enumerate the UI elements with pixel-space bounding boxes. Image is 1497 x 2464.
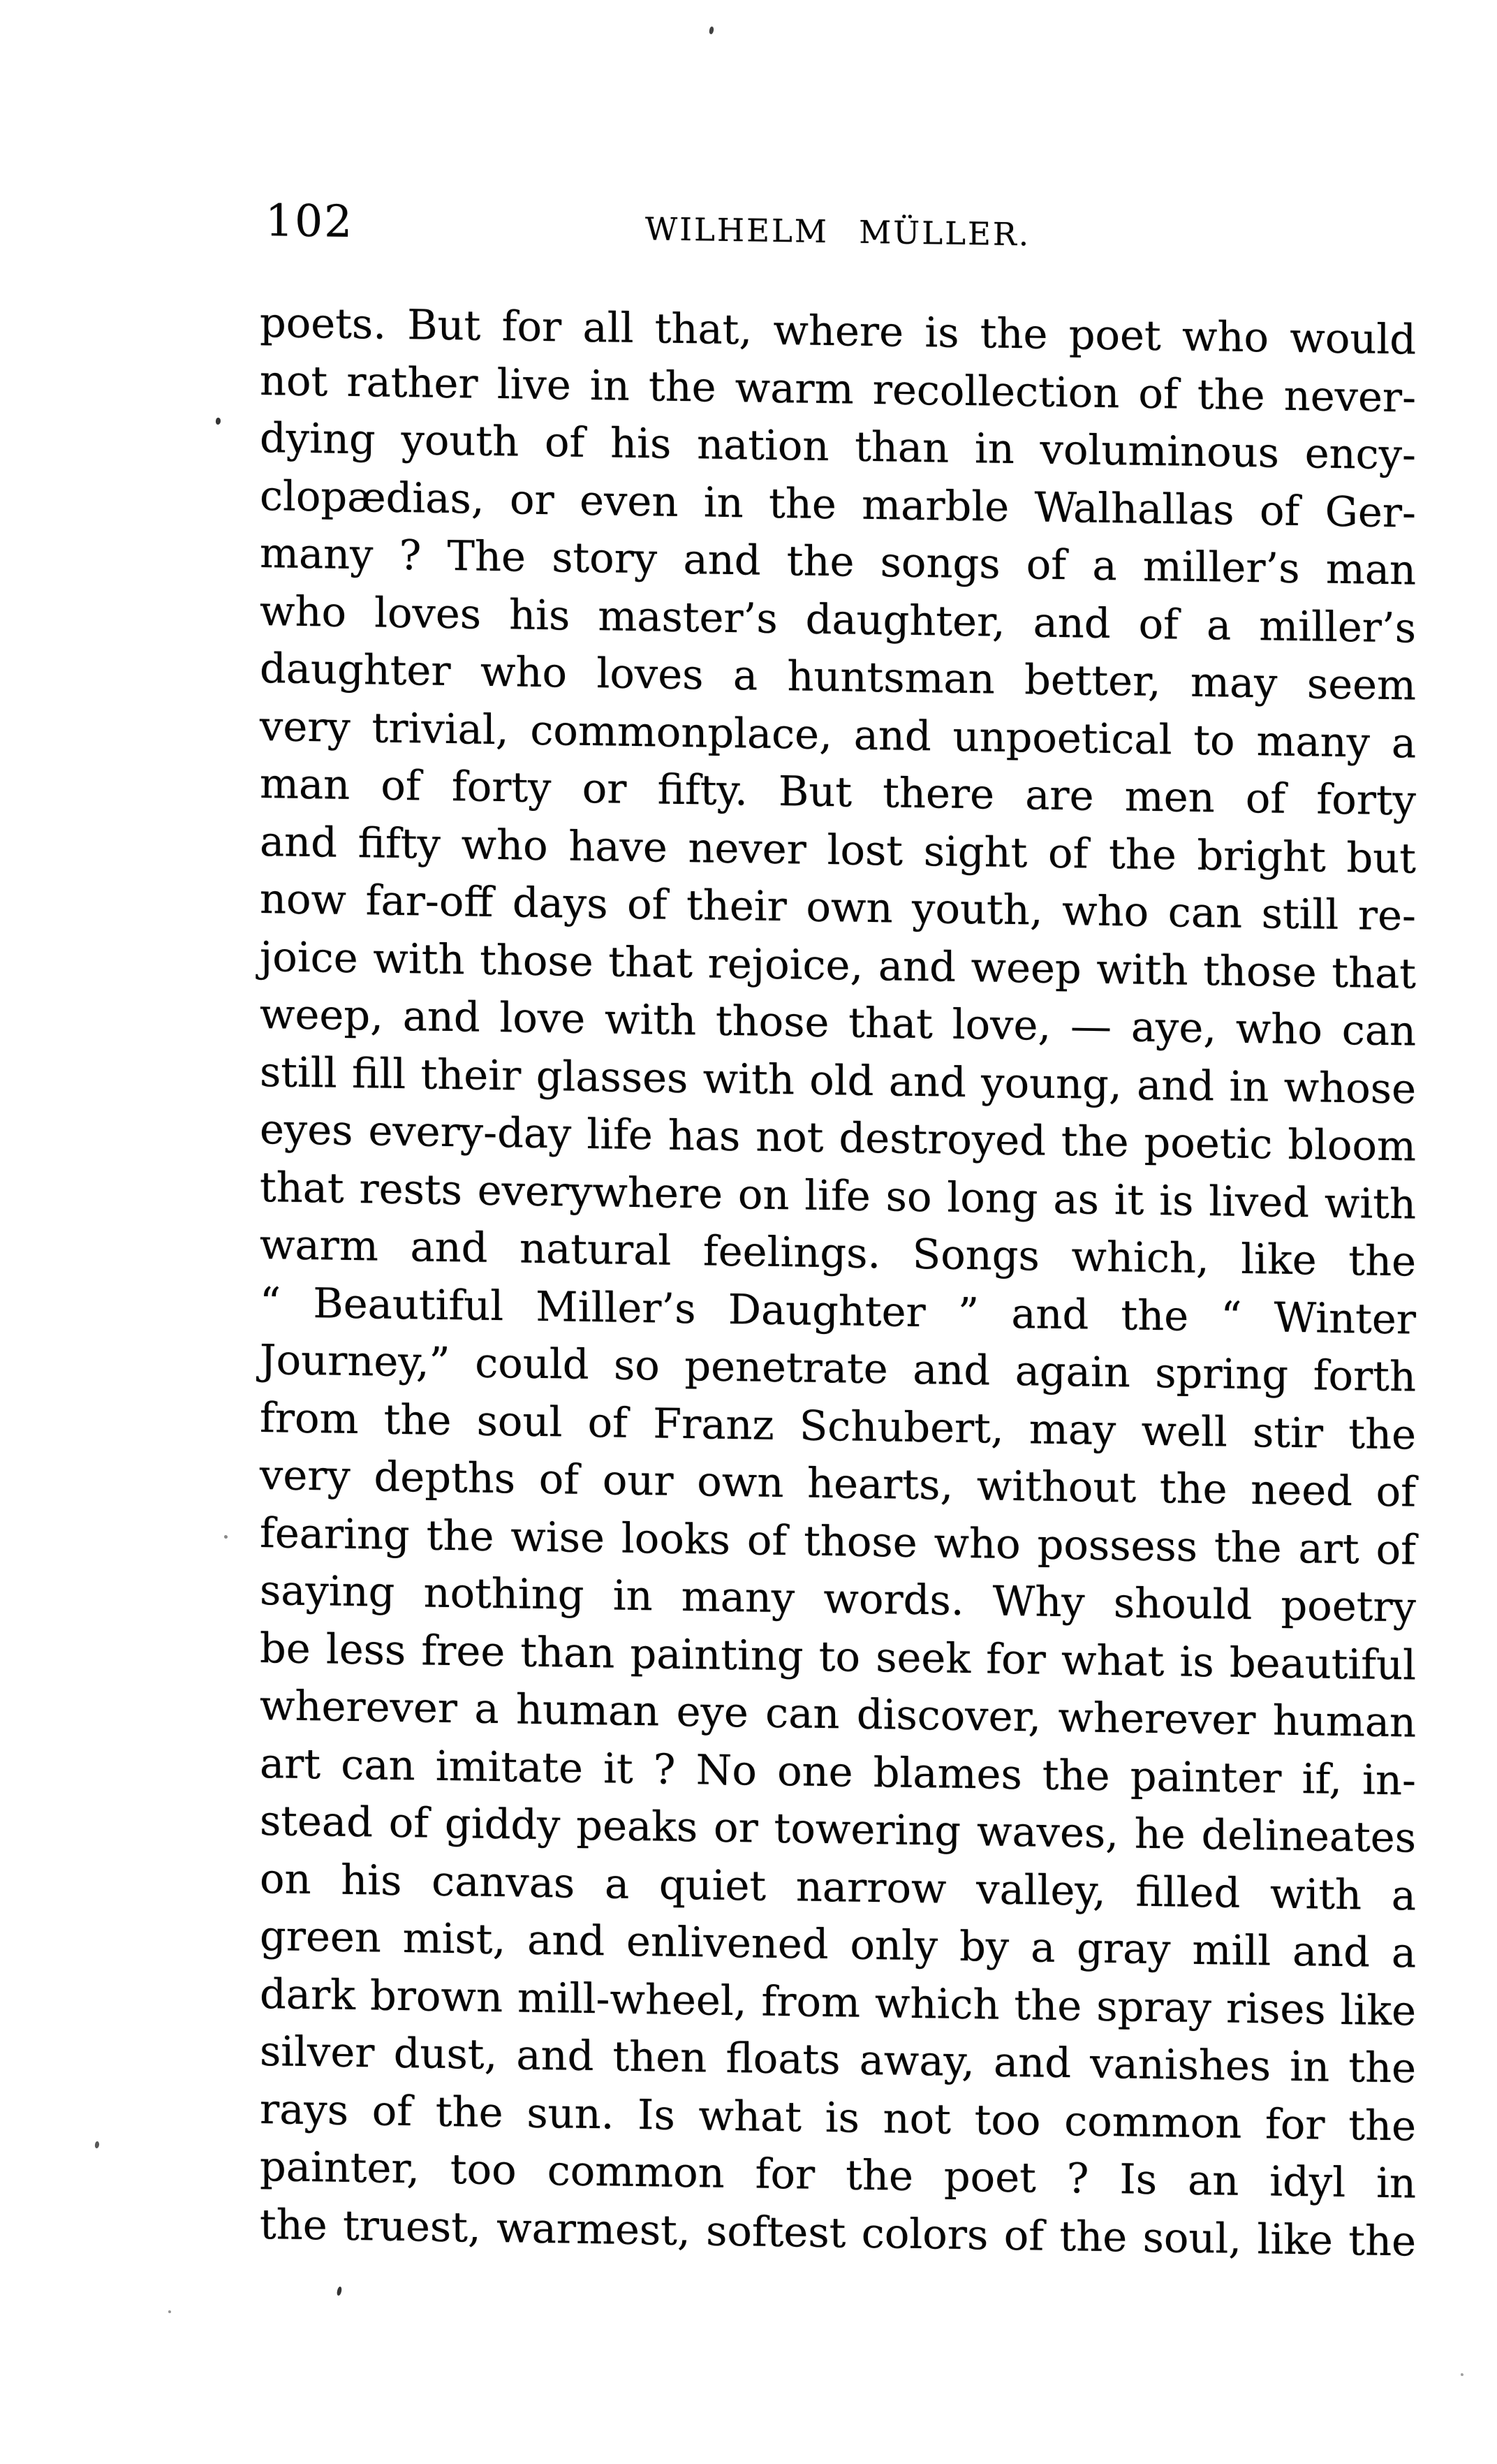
text-line: green mist, and enlivened only by a gray mill and a: [260, 1912, 1416, 1977]
text-line: on his canvas a quiet narrow valley, filled with a: [260, 1854, 1416, 1920]
body-text-block: [260, 294, 1416, 2271]
text-line: “ Beautiful Miller’s Daughter ” and the “ Winter: [260, 1277, 1416, 1344]
text-line: eyes every-day life has not destroyed the poetic bloom: [260, 1105, 1416, 1171]
text-line: rays of the sun. Is what is not too common for the: [260, 2084, 1416, 2150]
text-line: dying youth of his nation than in voluminous ency-: [260, 413, 1416, 479]
running-head: WILHELM MÜLLER.: [644, 210, 1031, 254]
text-line: very depths of our own hearts, without the need of: [260, 1451, 1416, 1516]
text-line: daughter who loves a huntsman better, may seem: [260, 644, 1416, 710]
text-line: who loves his master’s daughter, and of a miller’s: [260, 586, 1416, 652]
text-line: stead of giddy peaks or towering waves, he delineates: [260, 1796, 1416, 1862]
text-line: fearing the wise looks of those who possess the art of: [260, 1508, 1416, 1574]
text-line: that rests everywhere on life so long as it is lived with: [260, 1162, 1416, 1229]
text-line: now far-off days of their own youth, who can still re-: [260, 874, 1416, 940]
scan-speckle: [168, 2310, 171, 2313]
text-line: wherever a human eye can discover, wherever human: [260, 1681, 1416, 1747]
text-line: man of forty or fifty. But there are men of forty: [260, 759, 1416, 825]
text-line: still fill their glasses with old and young, and in whose: [260, 1047, 1416, 1113]
text-line: silver dust, and then floats away, and vanishes in the: [260, 2027, 1416, 2092]
text-line: warm and natural feelings. Songs which, like the: [260, 1220, 1416, 1286]
text-line: the truest, warmest, softest colors of the soul, like the: [260, 2199, 1416, 2266]
text-line: many ? The story and the songs of a miller’s man: [260, 529, 1416, 594]
text-line: clopædias, or even in the marble Walhallas of Ger-: [260, 471, 1416, 537]
page-header: [260, 195, 1416, 272]
text-line: Journey,” could so penetrate and again spring forth: [260, 1335, 1416, 1401]
text-line: saying nothing in many words. Why should poetry: [260, 1566, 1416, 1631]
text-line: very trivial, commonplace, and unpoetical to many a: [260, 701, 1416, 768]
text-line: and fifty who have never lost sight of the bright but: [260, 816, 1416, 883]
scan-speckle: [1461, 2373, 1463, 2376]
text-line: dark brown mill-wheel, from which the spray rises like: [260, 1969, 1416, 2035]
text-line: be less free than painting to seek for what is beautiful: [260, 1623, 1416, 1689]
text-line: from the soul of Franz Schubert, may well stir the: [260, 1393, 1416, 1459]
text-line: joice with those that rejoice, and weep with those that: [260, 932, 1416, 998]
page-number: 102: [265, 195, 354, 247]
text-line: art can imitate it ? No one blames the painter if, in-: [260, 1738, 1416, 1805]
text-line: weep, and love with those that love, — aye, who can: [260, 990, 1416, 1055]
scan-speckle: [224, 1535, 228, 1539]
text-line: not rather live in the warm recollection of the never-: [260, 355, 1416, 422]
text-line: poets. But for all that, where is the poet who would: [260, 298, 1416, 364]
text-line: painter, too common for the poet ? Is an idyl in: [260, 2142, 1416, 2208]
